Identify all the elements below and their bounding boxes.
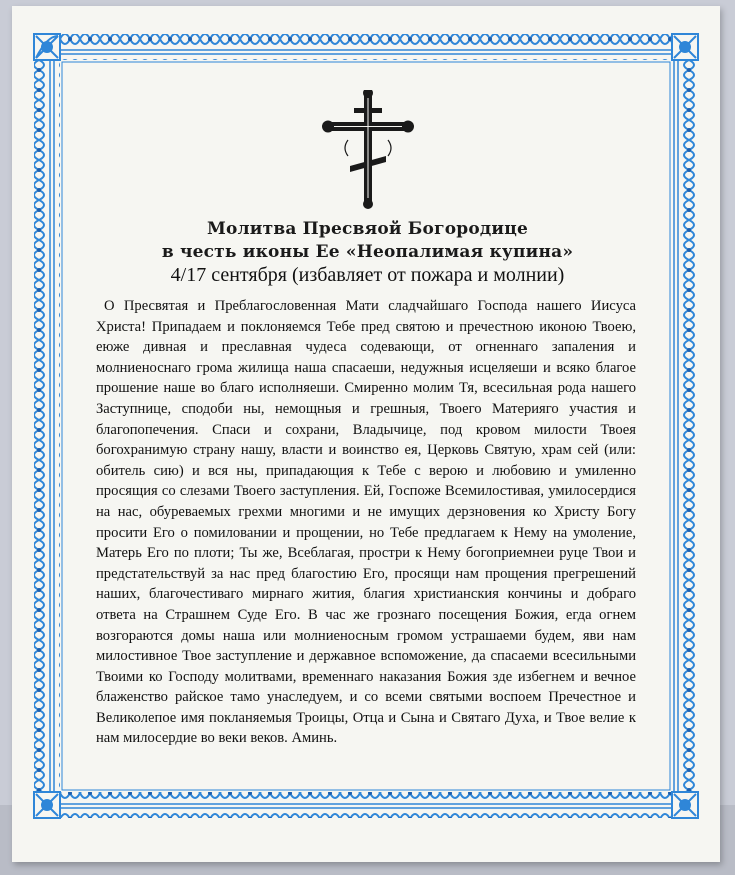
prayer-title: Молитва Пресвяой Богородице xyxy=(207,219,528,239)
prayer-date-line: 4/17 сентября (избавляет от пожара и молнии) xyxy=(170,264,565,286)
prayer-text: О Пресвятая и Преблагословенная Мати сладчайшаго Господа нашего Иисуса Христа! Припадаем и поклоняемся Тебе пред святою и пречестною иконою Твоею, еюже дивная и преславная чудеса содевающи, от огненнаго запаления и молниеноснаго грома жилища наша спасаеши, недужныя исцеляеши и всяко благое прошение наше во благо исполняеши. Смиренно молим Тя, всесильная рода нашего Заступнице, сподоби ны, немощныя и грешныя, Твоего Материяго участия и благопопечения. Спаси и сохрани, Владычице, под кровом милости Твоея богохранимую страну нашу, власти и воинство ея, Церковь Святую, храм сей (или: обитель сию) и вся ны, припадающия к Тебе с верою и любовию и умиленно просящия со слезами Твоего заступления. Ей, Госпоже Всемилостивая, умилосердися на нас, обуреваемых грехми многими и не имущих дерзновения ко Христу Богу просити Его о помиловании и прощении, но Тебе предлагаем к Нему на умоление, Матерь Его по плоти; Ты же, Всеблагая, простри к Нему богоприемнеи руце Твои и предстательствуй за нас пред благостию Его, просящи нам прощения прегрешений наших, благочестиваго мирнаго жития, благия христианския кончины и добраго ответа на Страшнем Суде Его. В час же грознаго посещения Божия, егда огнем возгораются домы наша или молниеносным громом устрашаеми будем, яви нам милостивное Твое заступление и державное вспоможение, да спасаеми всесильными Твоими ко Господу молитвами, временнаго наказания Божия зде избегнем и вечное блаженство райское тамо унаследуем, и со всеми святыми воспоем Пречестное и Великолепое имя покланяемыя Троицы, Отца и Сына и Святаго Духа, и Твое велие к нам милосердие во веки веков. Аминь. xyxy=(96,298,636,747)
corner-ornament-tr xyxy=(672,34,698,60)
corner-ornament-bl xyxy=(34,792,60,818)
orthodox-cross-icon xyxy=(318,90,418,210)
corner-ornament-br xyxy=(672,792,698,818)
corner-ornament-tl xyxy=(34,34,60,60)
prayer-subtitle: в честь иконы Ее «Неопалимая купина» xyxy=(161,242,574,262)
